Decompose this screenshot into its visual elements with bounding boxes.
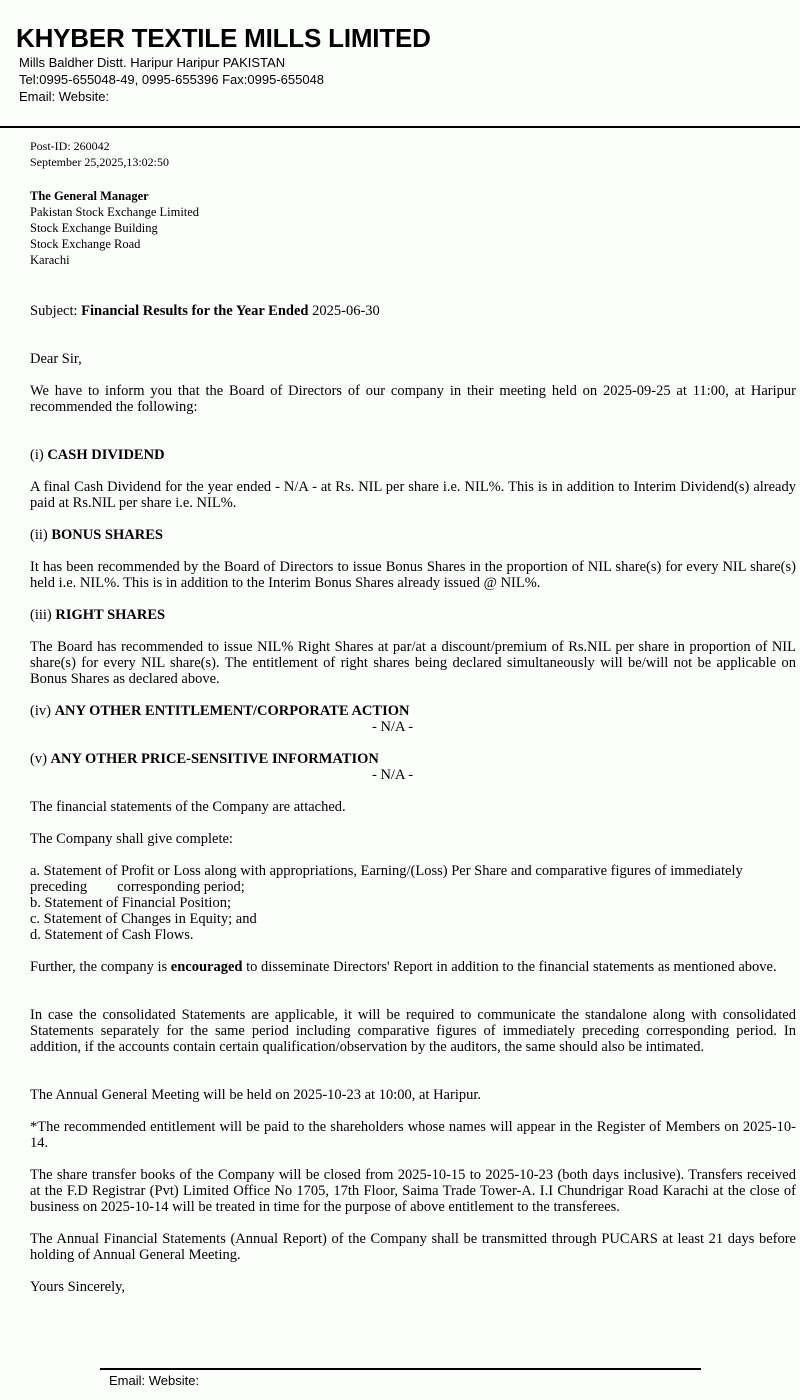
recipient-line: Stock Exchange Road — [30, 237, 141, 251]
salutation: Dear Sir, — [30, 351, 82, 367]
agm-paragraph: The Annual General Meeting will be held on 2025-10-23 at 10:00, at Haripur. — [30, 1087, 482, 1103]
section-number: (iii) — [30, 607, 52, 623]
section-title: RIGHT SHARES — [55, 607, 166, 623]
section-title: CASH DIVIDEND — [47, 447, 165, 463]
section-title: ANY OTHER ENTITLEMENT/CORPORATE ACTION — [54, 703, 410, 719]
company-phone-fax: Tel:0995-655048-49, 0995-655396 Fax:0995-655048 — [19, 72, 325, 87]
company-address: Mills Baldher Distt. Haripur Haripur PAKISTAN — [19, 55, 286, 70]
section-body-bonus-shares: It has been recommended by the Board of Directors to issue Bonus Shares in the proportion of NIL share(s) for every NIL share(s) held i.e. NIL%. This is in addition to the Interim Bonus Shares already issued @ NIL%. — [30, 559, 796, 591]
subject-label: Subject: — [30, 303, 78, 319]
section-title: BONUS SHARES — [51, 527, 163, 543]
section-body-price-sensitive: - N/A - — [372, 767, 414, 783]
section-number: (i) — [30, 447, 44, 463]
section-heading-right-shares — [30, 607, 796, 623]
statement-item-a-continued — [30, 879, 796, 895]
further-emphasis: encouraged — [170, 959, 243, 975]
recipient-title: The General Manager — [30, 189, 149, 203]
post-datetime: September 25,2025,13:02:50 — [30, 155, 169, 169]
header-divider — [0, 126, 800, 128]
statement-item-a-part2: corresponding period; — [117, 879, 245, 895]
section-body-cash-dividend: A final Cash Dividend for the year ended - N/A - at Rs. NIL per share i.e. NIL%. This is in addition to Interim Dividend(s) already paid at Rs.NIL per share i.e. NIL%. — [30, 479, 796, 511]
further-paragraph — [30, 959, 796, 975]
section-heading-bonus-shares — [30, 527, 796, 543]
section-title: ANY OTHER PRICE-SENSITIVE INFORMATION — [50, 751, 379, 767]
subject-line — [30, 303, 796, 319]
statement-item-b: b. Statement of Financial Position; — [30, 895, 231, 911]
company-email-website: Email: Website: — [19, 89, 110, 104]
closing: Yours Sincerely, — [30, 1279, 126, 1295]
section-number: (ii) — [30, 527, 48, 543]
section-number: (iv) — [30, 703, 51, 719]
further-before: Further, the company is — [30, 959, 168, 975]
consolidated-paragraph: In case the consolidated Statements are applicable, it will be required to communicate the standalone along with consolidated Statements separately for the same period including comparative figures of immediately preceding corresponding period. In addition, if the accounts contain certain qualification/observation by the auditors, the same should also be intimated. — [30, 1007, 796, 1055]
entitlement-note: *The recommended entitlement will be paid to the shareholders whose names will appear in the Register of Members on 2025-10-14. — [30, 1119, 796, 1151]
section-heading-other-entitlement — [30, 703, 796, 719]
statement-item-c: c. Statement of Changes in Equity; and — [30, 911, 257, 927]
letterhead — [0, 0, 800, 129]
recipient-line: Stock Exchange Building — [30, 221, 158, 235]
section-number: (v) — [30, 751, 47, 767]
footer-divider — [100, 1368, 701, 1370]
section-body-right-shares: The Board has recommended to issue NIL% Right Shares at par/at a discount/premium of Rs.NIL per share in proportion of NIL share(s) for every NIL share(s). The entitlement of right shares being declared simultaneously will be/will not be applicable on Bonus Shares as declared above. — [30, 639, 796, 687]
intro-paragraph: We have to inform you that the Board of Directors of our company in their meeting held on 2025-09-25 at 11:00, at Haripur recommended the following: — [30, 383, 796, 415]
recipient-line: Karachi — [30, 253, 70, 267]
company-name: KHYBER TEXTILE MILLS LIMITED — [16, 23, 431, 53]
section-body-other-entitlement: - N/A - — [372, 719, 414, 735]
recipient-line: Pakistan Stock Exchange Limited — [30, 205, 200, 219]
section-heading-cash-dividend — [30, 447, 796, 463]
section-heading-price-sensitive — [30, 751, 796, 767]
further-after: to disseminate Directors' Report in addition to the financial statements as mentioned above. — [246, 959, 777, 975]
annual-report-paragraph: The Annual Financial Statements (Annual Report) of the Company shall be transmitted through PUCARS at least 21 days before holding of Annual General Meeting. — [30, 1231, 796, 1263]
statement-item-a: a. Statement of Profit or Loss along with appropriations, Earning/(Loss) Per Share and comparative figures of immediately — [30, 863, 743, 879]
subject-text: Financial Results for the Year Ended — [81, 303, 309, 319]
post-id: Post-ID: 260042 — [30, 139, 110, 153]
company-shall-give: The Company shall give complete: — [30, 831, 233, 847]
statement-item-a-part1: preceding — [30, 879, 88, 895]
statements-attached: The financial statements of the Company are attached. — [30, 799, 346, 815]
share-transfer-paragraph: The share transfer books of the Company will be closed from 2025-10-15 to 2025-10-23 (both days inclusive). Transfers received at the F.D Registrar (Pvt) Limited Office No 1705, 17th Floor, Saima Trade Tower-A. I.I Chundrigar Road Karachi at the close of business on 2025-10-14 will be treated in time for the purpose of above entitlement to the transferees. — [30, 1167, 796, 1215]
footer-email-website: Email: Website: — [109, 1373, 200, 1388]
statement-item-d: d. Statement of Cash Flows. — [30, 927, 194, 943]
subject-date: 2025-06-30 — [312, 303, 380, 319]
